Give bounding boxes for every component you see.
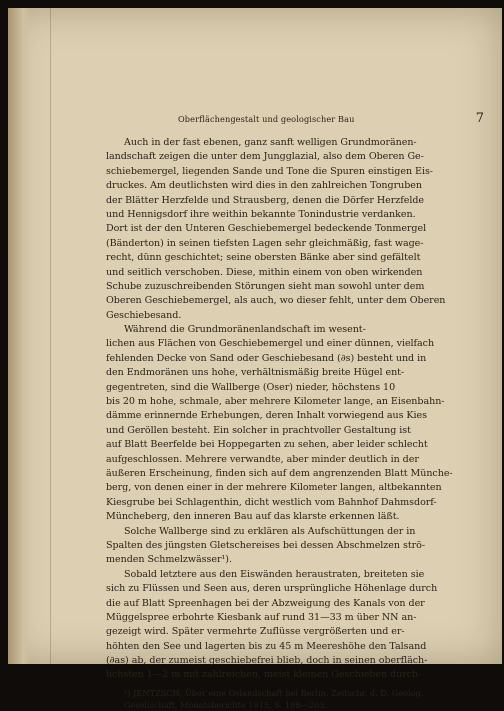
paragraph-2-body	[106, 337, 486, 524]
text-line: die auf Blatt Spreenhagen bei der Abzweigung des Kanals von der	[106, 597, 425, 609]
text-line: Schube zuzuschreibenden Störungen sieht man sowohl unter dem	[106, 280, 425, 292]
text-line: äußeren Erscheinung, finden sich auf dem angrenzenden Blatt Münche-	[106, 467, 453, 479]
text-line: recht, dünn geschichtet; seine obersten Bänke aber sind gefältelt	[106, 252, 421, 264]
text-line: Müncheberg, den inneren Bau auf das klarste erkennen läßt.	[106, 511, 400, 523]
text-line: und Geröllen besteht. Ein solcher in prachtvoller Gestaltung ist	[106, 424, 411, 436]
text-line: Sobald letztere aus den Eiswänden heraustraten, breiteten sie	[124, 568, 425, 580]
paragraph-1	[106, 136, 486, 150]
text-line: gezeigt wird. Später vermehrte Zuflüsse vergrößerten und er-	[106, 626, 405, 638]
page-gutter	[8, 8, 30, 664]
text-line: auf Blatt Beerfelde bei Hoppegarten zu sehen, aber leider schlecht	[106, 439, 428, 451]
text-line: Müggelspree erbohrte Kiesbank auf rund 31—33 m über NN an-	[106, 611, 417, 623]
paragraph-3-body	[106, 582, 486, 683]
text-line: dämme erinnernde Erhebungen, deren Inhalt vorwiegend aus Kies	[106, 410, 427, 422]
text-line: menden Schmelzwässer¹).	[106, 554, 232, 566]
text-line: und seitlich verschoben. Diese, mithin einem von oben wirkenden	[106, 266, 423, 278]
text-line: Während die Grundmoränenlandschaft im wesent-	[124, 324, 366, 336]
text-line: landschaft zeigen die unter dem Jungglazial, also dem Oberen Ge-	[106, 151, 424, 163]
text-line: der Blätter Herzfelde und Strausberg, denen die Dörfer Herzfelde	[106, 194, 424, 206]
text-line: höhten den See und lagerten bis zu 45 m Meereshöhe den Talsand	[106, 640, 427, 652]
text-line: Spalten des jüngsten Gletschereises bei dessen Abschmelzen strö-	[106, 539, 425, 551]
text-line: Dort ist der den Unteren Geschiebemergel bedeckende Tonmergel	[106, 223, 427, 235]
footnote-line: ¹) JENTZSCH, Über eine Oslandschaft bei Berlin. Zeitschr. d. D. Geolog.	[124, 687, 424, 698]
text-line: (Bänderton) in seinen tiefsten Lagen sehr gleichmäßig, fast wage-	[106, 237, 424, 249]
text-line: Kiesgrube bei Schlagenthin, dicht westlich vom Bahnhof Dahmsdorf-	[106, 496, 437, 508]
text-line: Oberen Geschiebemergel, als auch, wo dieser fehlt, unter dem Oberen	[106, 295, 446, 307]
paragraph-2-cont	[106, 525, 486, 539]
text-line: (∂as) ab, der zumeist geschiebefrei blieb, doch in seinen oberfläch-	[106, 655, 428, 667]
text-line: gegentreten, sind die Wallberge (Oser) nieder, höchstens 10	[106, 381, 396, 393]
footnote	[106, 687, 486, 711]
paragraph-2	[106, 323, 486, 337]
paragraph-3	[106, 568, 486, 582]
text-line: sich zu Flüssen und Seen aus, deren ursprüngliche Höhenlage durch	[106, 583, 438, 595]
paragraph-1-body	[106, 150, 486, 323]
text-line: lichen aus Flächen von Geschiebemergel und einer dünnen, vielfach	[106, 338, 435, 350]
book-page	[8, 8, 502, 710]
page-number: 7	[475, 111, 484, 126]
text-block	[106, 111, 486, 711]
gutter-line	[50, 8, 51, 664]
running-head: Oberflächengestalt und geologischer Bau	[178, 114, 355, 124]
text-line: Auch in der fast ebenen, ganz sanft welligen Grundmoränen-	[124, 137, 417, 148]
text-line: berg, von denen einer in der mehrere Kilometer langen, altbekannten	[106, 482, 442, 494]
text-line: bis 20 m hohe, schmale, aber mehrere Kilometer lange, an Eisenbahn-	[106, 396, 445, 408]
page-header	[106, 111, 486, 126]
text-line: schiebemergel, liegenden Sande und Tone die Spuren einstigen Eis-	[106, 165, 433, 177]
text-line: und Hennigsdorf ihre weithin bekannte Tonindustrie verdanken.	[106, 208, 416, 220]
text-line: fehlenden Decke von Sand oder Geschiebesand (∂s) besteht und in	[106, 352, 427, 364]
text-line: lichsten 1—2 m mit zahlreichen, meist kleinen Geschieben durch-	[106, 669, 422, 681]
text-line: den Endmoränen uns hohe, verhältnismäßig breite Hügel ent-	[106, 367, 405, 379]
text-line: Geschiebesand.	[106, 309, 182, 321]
text-line: druckes. Am deutlichsten wird dies in den zahlreichen Tongruben	[106, 180, 422, 192]
text-line: Solche Wallberge sind zu erklären als Aufschüttungen der in	[124, 525, 416, 537]
text-line: aufgeschlossen. Mehrere verwandte, aber minder deutlich in der	[106, 453, 419, 465]
footnote-line: Gesellschaft, Monatsberichte 1915, S. 198—203.	[124, 699, 327, 710]
paragraph-2-end	[106, 539, 486, 568]
